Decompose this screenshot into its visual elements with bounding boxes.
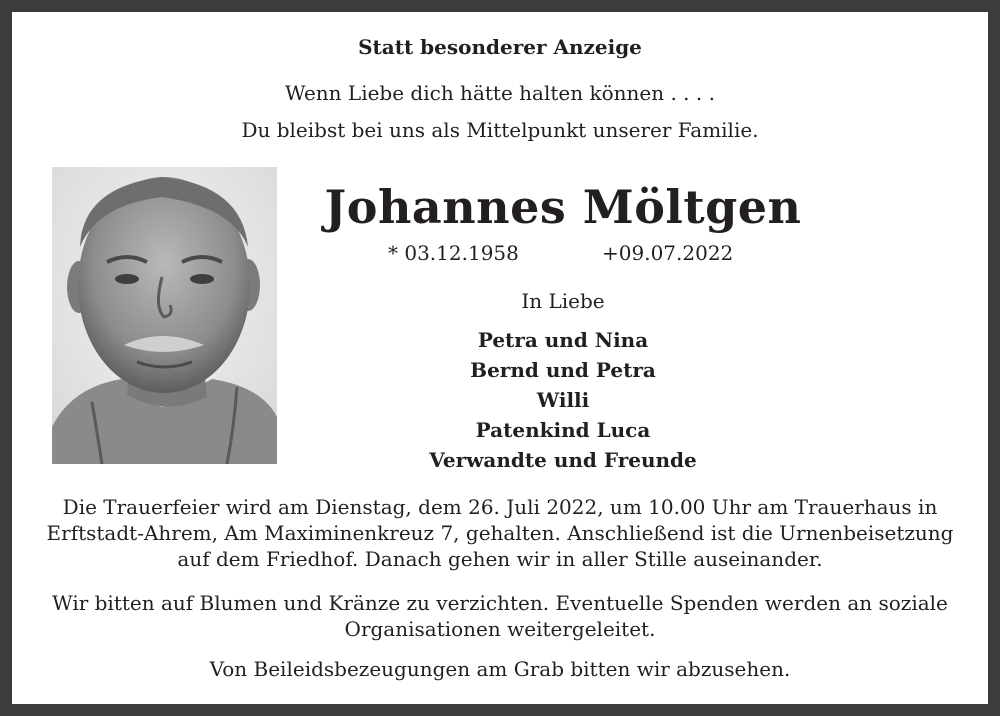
death-date: +09.07.2022 xyxy=(602,241,734,265)
condolence-paragraph: Von Beileidsbezeugungen am Grab bitten wir abzusehen. xyxy=(209,657,791,681)
mourner-item: Bernd und Petra xyxy=(470,358,656,382)
mourner-item: Willi xyxy=(536,388,590,412)
mourner-item: Verwandte und Freunde xyxy=(429,448,697,472)
donation-paragraph: Wir bitten auf Blumen und Kränze zu verzichten. Eventuelle Spenden werden an soziale Organisationen weitergeleitet. xyxy=(52,591,948,641)
motto-line-2: Du bleibst bei uns als Mittelpunkt unserer Familie. xyxy=(241,118,759,142)
mourners-list xyxy=(363,325,763,475)
mourner-item: Petra und Nina xyxy=(477,328,649,352)
notice-header: Statt besonderer Anzeige xyxy=(358,35,642,59)
in-love-label: In Liebe xyxy=(521,289,605,313)
motto-line-1: Wenn Liebe dich hätte halten können . . . . xyxy=(285,81,715,105)
deceased-name: Johannes Möltgen xyxy=(324,180,802,234)
portrait-photo xyxy=(52,167,277,464)
birth-date: * 03.12.1958 xyxy=(388,241,519,265)
funeral-info-paragraph: Die Trauerfeier wird am Dienstag, dem 26. Juli 2022, um 10.00 Uhr am Trauerhaus in Erftstadt-Ahrem, Am Maximinenkreuz 7, gehalten. Anschließend ist die Urnenbeisetzung auf dem Friedhof. Danach gehen wir in aller Stille auseinander. xyxy=(46,495,954,571)
mourner-item: Patenkind Luca xyxy=(475,418,651,442)
